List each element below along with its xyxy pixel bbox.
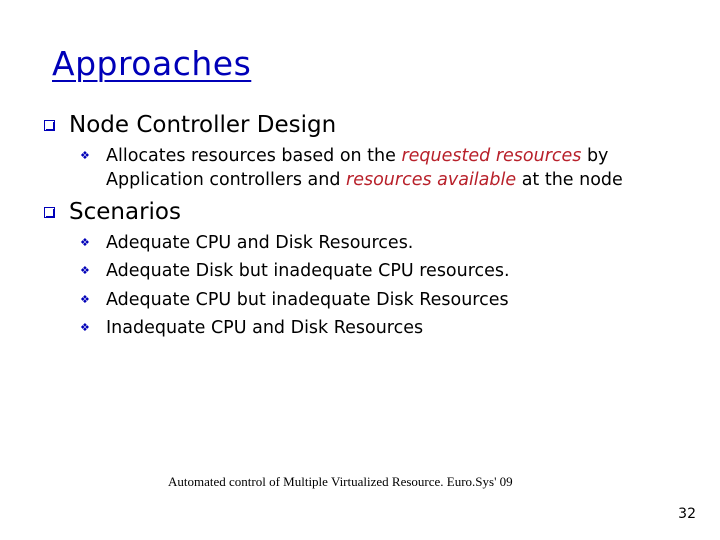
scenario-text: Adequate Disk but inadequate CPU resources.: [106, 261, 510, 281]
diamond-bullet-icon: ❖: [80, 293, 90, 306]
text-fragment: Application controllers and: [106, 170, 346, 190]
text-fragment: Allocates resources based on the: [106, 146, 402, 166]
diamond-bullet-icon: ❖: [80, 321, 90, 334]
scenario-item: [80, 288, 509, 312]
scenario-item: [80, 231, 413, 255]
scenario-text: Adequate CPU and Disk Resources.: [106, 233, 414, 253]
text-fragment: by: [581, 146, 609, 166]
highlight-resources-available: resources available: [346, 170, 517, 190]
bullet-scenarios: [44, 199, 181, 225]
sub-bullet-text: [106, 144, 623, 192]
diamond-bullet-icon: ❖: [80, 236, 90, 249]
page-number: 32: [678, 506, 696, 522]
scenario-item: [80, 259, 510, 283]
diamond-bullet-icon: ❖: [80, 264, 90, 277]
citation: Automated control of Multiple Virtualized Resource. Euro.Sys' 09: [168, 474, 513, 489]
scenario-text: Adequate CPU but inadequate Disk Resources: [106, 290, 509, 310]
diamond-bullet-icon: ❖: [80, 149, 90, 162]
sub-bullet-allocates: [80, 144, 623, 192]
highlight-requested-resources: requested resources: [401, 146, 582, 166]
text-fragment: at the node: [516, 170, 623, 190]
scenario-item: [80, 316, 423, 340]
bullet-label: Scenarios: [69, 199, 181, 225]
checkbox-square-icon: [44, 120, 55, 131]
slide-title: Approaches: [52, 44, 252, 83]
bullet-node-controller: [44, 112, 336, 138]
scenario-text: Inadequate CPU and Disk Resources: [106, 318, 424, 338]
bullet-label: Node Controller Design: [69, 112, 337, 138]
checkbox-square-icon: [44, 207, 55, 218]
